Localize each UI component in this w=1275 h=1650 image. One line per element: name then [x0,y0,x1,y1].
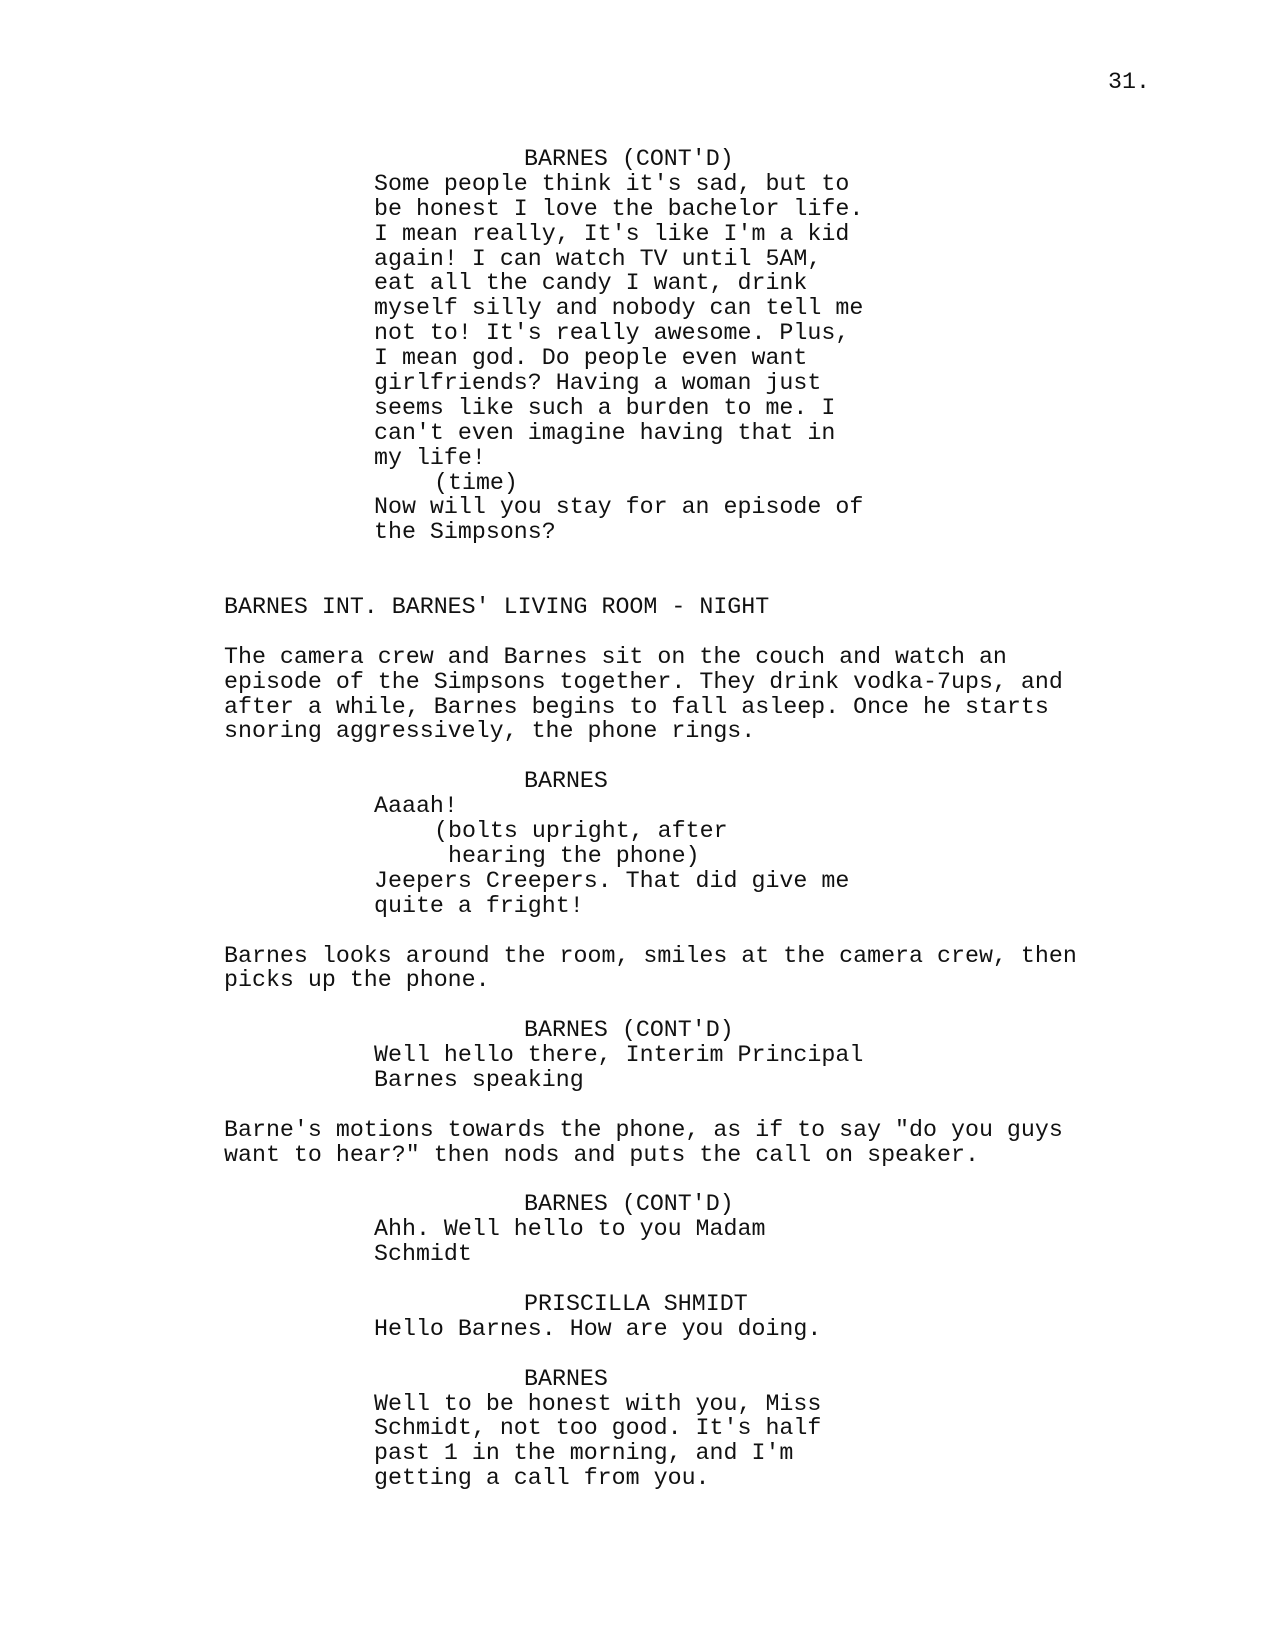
parenthetical: hearing the phone) [434,842,700,869]
dialogue-line: Schmidt, not too good. It's half [374,1415,822,1442]
action-line: Barnes looks around the room, smiles at the camera crew, then [224,942,1077,969]
parenthetical: (time) [434,469,518,496]
action-line: want to hear?" then nods and puts the call on speaker. [224,1141,979,1168]
script-body [0,147,1275,1491]
blank-line [0,545,1275,570]
dialogue-line: quite a fright! [374,892,584,919]
dialogue-line: getting a call from you. [374,1465,710,1492]
character-cue: BARNES [524,768,608,795]
dialogue-line: Jeepers Creepers. That did give me [374,867,850,894]
dialogue-line: Well to be honest with you, Miss [374,1390,822,1417]
dialogue-line: Ahh. Well hello to you Madam [374,1216,766,1243]
dialogue-line: myself silly and nobody can tell me [374,295,864,322]
action-line: Barne's motions towards the phone, as if to say "do you guys [224,1116,1063,1143]
dialogue-line: eat all the candy I want, drink [374,270,808,297]
scene-heading: BARNES INT. BARNES' LIVING ROOM - NIGHT [224,594,770,621]
dialogue-line: past 1 in the morning, and I'm [374,1440,794,1467]
blank-line [0,993,1275,1018]
dialogue-line: Hello Barnes. How are you doing. [374,1315,822,1342]
action-line: The camera crew and Barnes sit on the couch and watch an [224,643,1007,670]
dialogue-line: girlfriends? Having a woman just [374,370,822,397]
character-cue: BARNES (CONT'D) [524,1017,734,1044]
blank-line [0,620,1275,645]
blank-line [0,1267,1275,1292]
blank-line [0,744,1275,769]
blank-line [0,570,1275,595]
dialogue-line: Well hello there, Interim Principal [374,1042,864,1069]
action-line: after a while, Barnes begins to fall asleep. Once he starts [224,693,1049,720]
page-number: 31. [1108,69,1150,95]
character-cue: BARNES (CONT'D) [524,1191,734,1218]
action-line: picks up the phone. [224,967,490,994]
blank-line [0,1093,1275,1118]
dialogue-line: can't even imagine having that in [374,419,836,446]
dialogue-line: seems like such a burden to me. I [374,394,836,421]
character-cue: PRISCILLA SHMIDT [524,1290,748,1317]
parenthetical: (bolts upright, after [434,818,728,845]
dialogue-line: be honest I love the bachelor life. [374,195,864,222]
blank-line [0,919,1275,944]
action-line: episode of the Simpsons together. They drink vodka-7ups, and [224,668,1063,695]
character-cue: BARNES [524,1365,608,1392]
dialogue-line: Schmidt [374,1241,472,1268]
dialogue-line: not to! It's really awesome. Plus, [374,320,850,347]
blank-line [0,1168,1275,1193]
dialogue-line: I mean really, It's like I'm a kid [374,220,850,247]
dialogue-line: Now will you stay for an episode of [374,494,864,521]
dialogue-line: Some people think it's sad, but to [374,170,850,197]
character-cue: BARNES (CONT'D) [524,146,734,172]
dialogue-line: the Simpsons? [374,519,556,546]
dialogue-line: my life! [374,444,486,471]
dialogue-line: Barnes speaking [374,1066,584,1093]
action-line: snoring aggressively, the phone rings. [224,718,756,745]
dialogue-line: I mean god. Do people even want [374,345,808,372]
blank-line [0,1342,1275,1367]
dialogue-line: Aaaah! [374,793,458,820]
dialogue-line: again! I can watch TV until 5AM, [374,245,822,272]
